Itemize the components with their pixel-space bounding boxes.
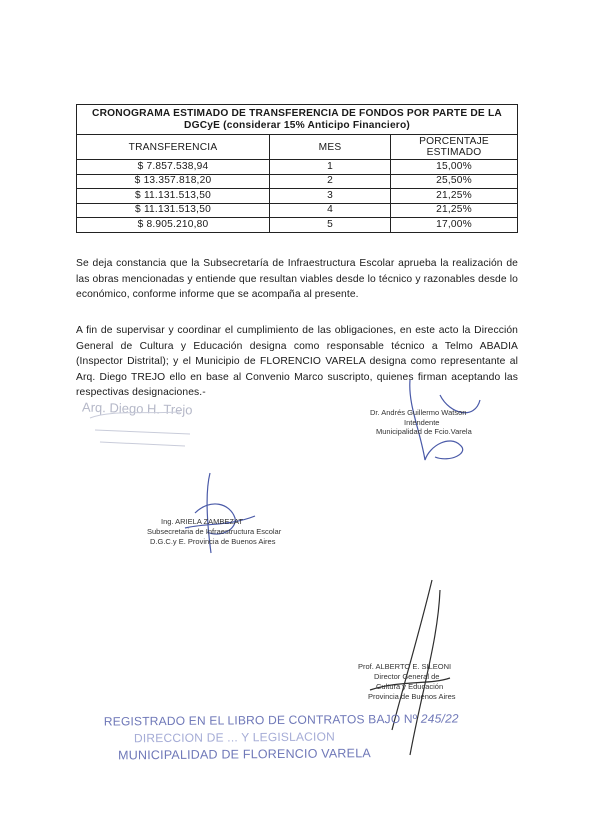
funds-schedule-table bbox=[76, 104, 518, 233]
cell-transfer: $ 13.357.818,20 bbox=[77, 174, 270, 189]
table-row bbox=[77, 203, 518, 218]
stamp-label: REGISTRADO EN EL LIBRO DE CONTRATOS BAJO Nº bbox=[103, 711, 418, 729]
table-row bbox=[77, 160, 518, 175]
designation-paragraph: A fin de supervisar y coordinar el cumplimiento de las obligaciones, en este acto la Dirección General de Cultura y Educación designa como responsable técnico a Telmo ABADIA (Inspector Distrital); y el Municipio de FLORENCIO VARELA designa como representante al Arq. Diego TREJO ello en base al Convenio Marco suscripto, quienes firman aceptando las respectivas designaciones.- bbox=[76, 325, 518, 398]
sileoni-name: Prof. ALBERTO E. SILEONI bbox=[358, 662, 452, 671]
watson-title: Intendente bbox=[404, 418, 440, 427]
registration-stamp bbox=[104, 710, 459, 764]
header-transfer: TRANSFERENCIA bbox=[77, 135, 270, 160]
table-row bbox=[77, 189, 518, 204]
watson-name: Dr. Andrés Guillermo Watson bbox=[370, 408, 467, 417]
zambezat-title: Subsecretaria de Infraestructura Escolar bbox=[147, 527, 282, 536]
cell-transfer: $ 8.905.210,80 bbox=[77, 218, 270, 233]
cell-percent: 25,50% bbox=[391, 174, 518, 189]
table-title: CRONOGRAMA ESTIMADO DE TRANSFERENCIA DE FONDOS POR PARTE DE LA DGCyE (considerar 15% Anticipo Financiero) bbox=[77, 105, 518, 135]
cell-transfer: $ 11.131.513,50 bbox=[77, 189, 270, 204]
zambezat-org: D.G.C.y E. Provincia de Buenos Aires bbox=[150, 537, 276, 546]
stamp-line1 bbox=[104, 710, 459, 730]
cell-month: 3 bbox=[270, 189, 391, 204]
sileoni-line1: Director General de bbox=[374, 672, 440, 681]
trejo-name: Arq. Diego H. Trejo bbox=[81, 399, 193, 418]
zambezat-name: Ing. ARIELA ZAMBEZAT bbox=[161, 517, 243, 526]
watson-org: Municipalidad de Fcio.Varela bbox=[376, 427, 472, 436]
sileoni-line2: Cultura y Educación bbox=[376, 682, 444, 691]
stamp-line3: MUNICIPALIDAD DE FLORENCIO VARELA bbox=[118, 746, 371, 763]
header-percent: PORCENTAJE ESTIMADO bbox=[391, 135, 518, 160]
approval-paragraph: Se deja constancia que la Subsecretaría de Infraestructura Escolar aprueba la realización de las obras mencionadas y entiende que resultan viables desde lo técnico y razonables desde lo económico, conforme informe que se acompaña al presente. bbox=[76, 258, 518, 300]
stamp-line2: DIRECCION DE ... Y LEGISLACION bbox=[133, 729, 336, 746]
cell-transfer: $ 11.131.513,50 bbox=[77, 203, 270, 218]
cell-percent: 21,25% bbox=[391, 203, 518, 218]
cell-month: 5 bbox=[270, 218, 391, 233]
cell-percent: 15,00% bbox=[391, 160, 518, 175]
header-month: MES bbox=[270, 135, 391, 160]
cell-month: 1 bbox=[270, 160, 391, 175]
table-row bbox=[77, 218, 518, 233]
table-row bbox=[77, 174, 518, 189]
cell-percent: 17,00% bbox=[391, 218, 518, 233]
sileoni-line3: Provincia de Buenos Aires bbox=[368, 692, 456, 701]
cell-month: 2 bbox=[270, 174, 391, 189]
cell-month: 4 bbox=[270, 203, 391, 218]
cell-percent: 21,25% bbox=[391, 189, 518, 204]
stamp-number: 245/22 bbox=[420, 711, 459, 726]
cell-transfer: $ 7.857.538,94 bbox=[77, 160, 270, 175]
